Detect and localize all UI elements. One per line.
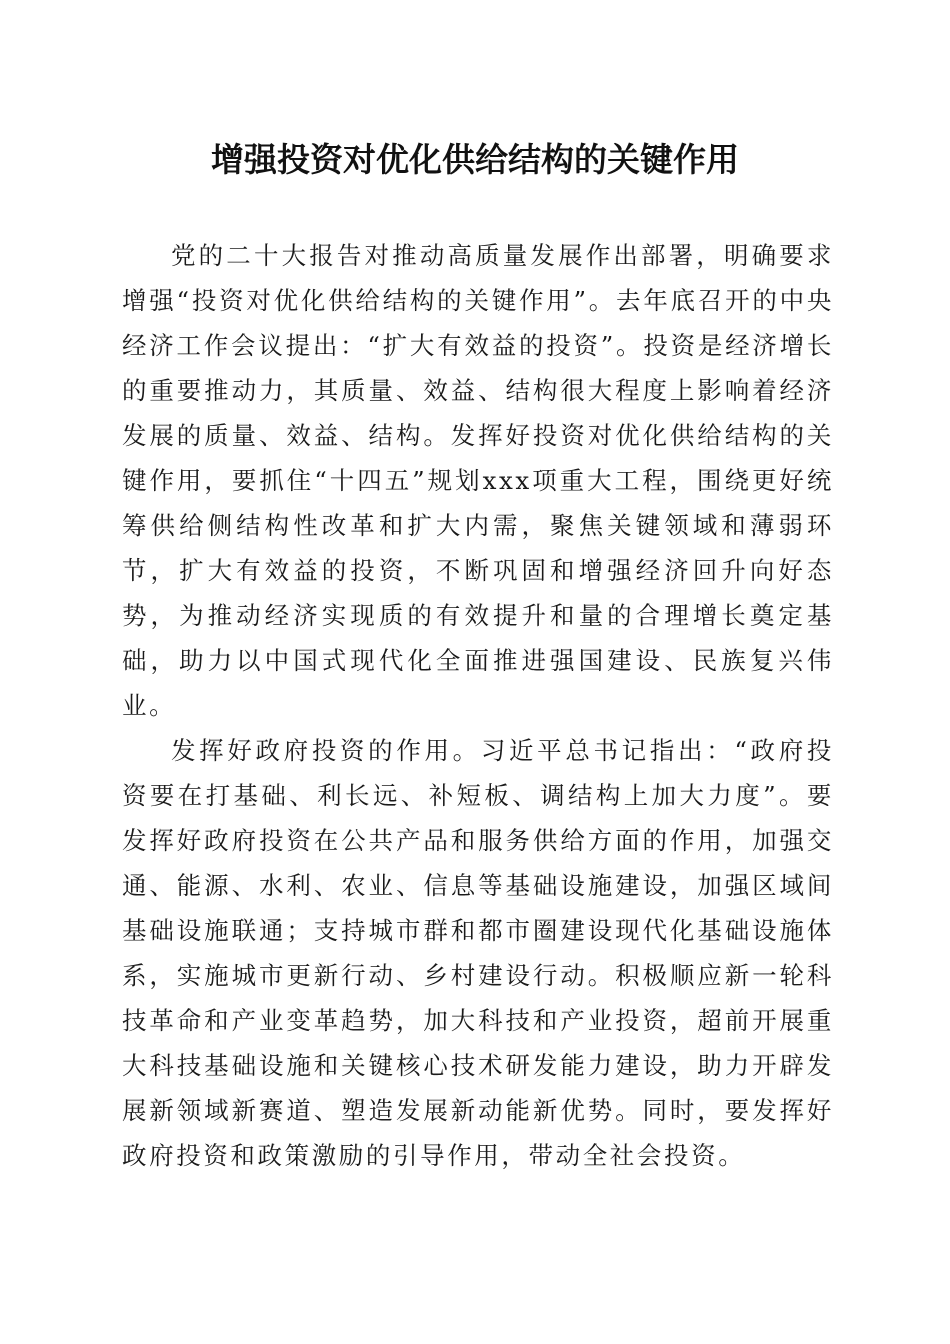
document-title: 增强投资对优化供给结构的关键作用 [211,140,739,179]
paragraph-2: 发挥好政府投资的作用。习近平总书记指出：“政府投资要在打基础、利长远、补短板、调结构上加大力度”。要发挥好政府投资在公共产品和服务供给方面的作用，加强交通、能源、水利、农业、信息等基础设施建设，加强区域间基础设施联通；支持城市群和都市圈建设现代化基础设施体系，实施城市更新行动、乡村建设行动。积极顺应新一轮科技革命和产业变革趋势，加大科技和产业投资，超前开展重大科技基础设施和关键核心技术研发能力建设，助力开辟发展新领域新赛道、塑造发展新动能新优势。同时，要发挥好政府投资和政策激励的引导作用，带动全社会投资。 [122,736,834,1170]
paragraph-1: 党的二十大报告对推动高质量发展作出部署，明确要求增强“投资对优化供给结构的关键作用”。去年底召开的中央经济工作会议提出：“扩大有效益的投资”。投资是经济增长的重要推动力，其质量、效益、结构很大程度上影响着经济发展的质量、效益、结构。发挥好投资对优化供给结构的关键作用，要抓住“十四五”规划xxx项重大工程，围绕更好统筹供给侧结构性改革和扩大内需，聚焦关键领域和薄弱环节，扩大有效益的投资，不断巩固和增强经济回升向好态势，为推动经济实现质的有效提升和量的合理增长奠定基础，助力以中国式现代化全面推进强国建设、民族复兴伟业。 [122,241,834,720]
document-body [122,233,834,1178]
